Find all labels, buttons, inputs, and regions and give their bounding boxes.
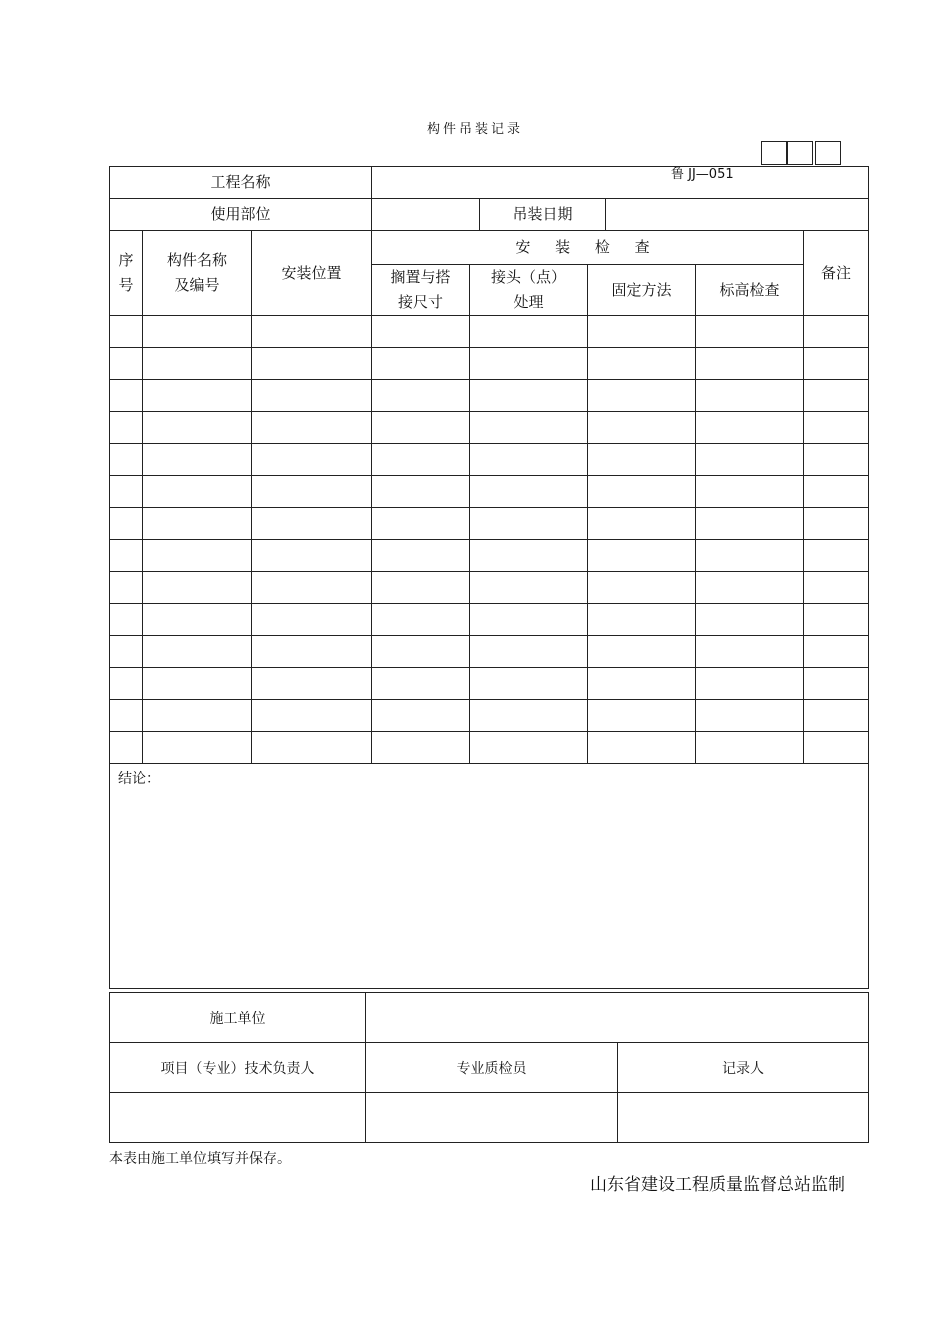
table-cell[interactable]	[470, 540, 588, 572]
col-support-line1: 搁置与搭	[390, 268, 451, 286]
project-name-label: 工程名称	[110, 167, 372, 199]
col-seq-line1: 序	[118, 251, 134, 269]
col-joint-line2: 处理	[513, 293, 544, 311]
issuer-text: 山东省建设工程质量监督总站监制	[590, 1175, 845, 1195]
construction-unit-label: 施工单位	[110, 993, 366, 1043]
table-cell[interactable]	[252, 348, 372, 380]
quality-inspector-label: 专业质检员	[366, 1043, 618, 1093]
table-cell[interactable]	[110, 444, 143, 476]
table-row	[110, 540, 869, 572]
table-cell[interactable]	[696, 412, 804, 444]
table-cell[interactable]	[470, 732, 588, 764]
table-cell[interactable]	[252, 412, 372, 444]
table-cell[interactable]	[110, 636, 143, 668]
usage-location-field[interactable]	[372, 199, 480, 231]
table-cell[interactable]	[143, 316, 252, 348]
quality-inspector-signature[interactable]	[366, 1093, 618, 1143]
table-cell[interactable]	[252, 700, 372, 732]
table-cell[interactable]	[110, 668, 143, 700]
table-cell[interactable]	[588, 540, 696, 572]
table-cell[interactable]	[804, 476, 869, 508]
table-row	[110, 732, 869, 764]
hoisting-date-field[interactable]	[606, 199, 869, 231]
table-cell[interactable]	[470, 380, 588, 412]
table-cell[interactable]	[804, 508, 869, 540]
table-cell[interactable]	[110, 476, 143, 508]
table-row	[110, 604, 869, 636]
table-cell[interactable]	[696, 572, 804, 604]
table-cell[interactable]	[143, 412, 252, 444]
table-cell[interactable]	[470, 316, 588, 348]
table-cell[interactable]	[696, 700, 804, 732]
table-cell[interactable]	[110, 572, 143, 604]
table-cell[interactable]	[696, 540, 804, 572]
conclusion-area[interactable]	[110, 764, 869, 989]
table-cell[interactable]	[470, 604, 588, 636]
conclusion-label: 结论：	[118, 771, 160, 787]
table-cell[interactable]	[372, 412, 470, 444]
table-cell[interactable]	[696, 348, 804, 380]
col-joint-line1: 接头（点）	[490, 268, 566, 286]
table-cell[interactable]	[696, 668, 804, 700]
table-cell[interactable]	[143, 540, 252, 572]
table-cell[interactable]	[252, 380, 372, 412]
table-cell[interactable]	[804, 700, 869, 732]
table-cell[interactable]	[470, 508, 588, 540]
table-cell[interactable]	[372, 380, 470, 412]
usage-location-label: 使用部位	[110, 199, 372, 231]
table-cell[interactable]	[143, 380, 252, 412]
table-cell[interactable]	[252, 604, 372, 636]
table-cell[interactable]	[110, 732, 143, 764]
table-cell[interactable]	[252, 540, 372, 572]
table-cell[interactable]	[143, 604, 252, 636]
table-row	[110, 412, 869, 444]
col-joint-header	[470, 265, 588, 316]
table-cell[interactable]	[252, 476, 372, 508]
table-cell[interactable]	[252, 444, 372, 476]
table-cell[interactable]	[804, 540, 869, 572]
table-cell[interactable]	[372, 604, 470, 636]
col-fixing-header: 固定方法	[588, 265, 696, 316]
col-elevation-header: 标高检查	[696, 265, 804, 316]
table-cell[interactable]	[252, 636, 372, 668]
table-cell[interactable]	[804, 604, 869, 636]
table-cell[interactable]	[372, 508, 470, 540]
table-cell[interactable]	[696, 476, 804, 508]
signature-table	[109, 992, 869, 1143]
table-cell[interactable]	[372, 540, 470, 572]
col-seq-header	[110, 231, 143, 316]
table-cell[interactable]	[372, 348, 470, 380]
table-cell[interactable]	[588, 604, 696, 636]
code-box-1[interactable]	[761, 141, 787, 165]
table-cell[interactable]	[588, 316, 696, 348]
table-row	[110, 572, 869, 604]
inspection-group-header: 安 装 检 查	[372, 231, 804, 265]
table-cell[interactable]	[372, 732, 470, 764]
hoisting-date-label: 吊装日期	[480, 199, 606, 231]
table-cell[interactable]	[588, 444, 696, 476]
table-cell[interactable]	[110, 316, 143, 348]
table-cell[interactable]	[470, 636, 588, 668]
table-cell[interactable]	[470, 348, 588, 380]
table-cell[interactable]	[110, 348, 143, 380]
col-install-position-header: 安装位置	[252, 231, 372, 316]
table-cell[interactable]	[143, 668, 252, 700]
table-cell[interactable]	[804, 412, 869, 444]
table-cell[interactable]	[696, 636, 804, 668]
table-cell[interactable]	[372, 700, 470, 732]
table-cell[interactable]	[588, 380, 696, 412]
table-cell[interactable]	[696, 732, 804, 764]
table-row	[110, 636, 869, 668]
table-cell[interactable]	[804, 636, 869, 668]
hoisting-record-table	[109, 166, 869, 989]
table-cell[interactable]	[588, 732, 696, 764]
code-box-3[interactable]	[815, 141, 841, 165]
table-row	[110, 380, 869, 412]
table-cell[interactable]	[470, 412, 588, 444]
table-cell[interactable]	[372, 572, 470, 604]
col-name-line1: 构件名称	[166, 251, 227, 269]
table-cell[interactable]	[252, 508, 372, 540]
table-cell[interactable]	[252, 572, 372, 604]
table-row	[110, 348, 869, 380]
table-cell[interactable]	[252, 316, 372, 348]
table-cell[interactable]	[372, 636, 470, 668]
table-cell[interactable]	[143, 636, 252, 668]
table-row	[110, 476, 869, 508]
table-cell[interactable]	[143, 572, 252, 604]
table-cell[interactable]	[804, 444, 869, 476]
col-name-header	[143, 231, 252, 316]
table-cell[interactable]	[804, 732, 869, 764]
form-title: 构件吊装记录	[426, 122, 523, 137]
table-cell[interactable]	[110, 540, 143, 572]
table-cell[interactable]	[470, 668, 588, 700]
table-cell[interactable]	[110, 508, 143, 540]
col-support-header	[372, 265, 470, 316]
code-box-2[interactable]	[787, 141, 813, 165]
table-cell[interactable]	[372, 668, 470, 700]
table-cell[interactable]	[143, 732, 252, 764]
table-row	[110, 444, 869, 476]
table-cell[interactable]	[804, 380, 869, 412]
table-cell[interactable]	[110, 604, 143, 636]
table-cell[interactable]	[588, 508, 696, 540]
table-cell[interactable]	[804, 348, 869, 380]
table-cell[interactable]	[696, 444, 804, 476]
col-seq-line2: 号	[118, 276, 134, 294]
table-cell[interactable]	[696, 604, 804, 636]
table-cell[interactable]	[470, 444, 588, 476]
table-row	[110, 700, 869, 732]
table-cell[interactable]	[588, 572, 696, 604]
table-cell[interactable]	[143, 444, 252, 476]
table-cell[interactable]	[470, 572, 588, 604]
table-cell[interactable]	[110, 700, 143, 732]
table-cell[interactable]	[588, 668, 696, 700]
recorder-signature[interactable]	[618, 1093, 869, 1143]
project-name-field[interactable]	[372, 167, 869, 199]
col-support-line2: 接尺寸	[397, 293, 443, 311]
form-code: 鲁 JJ—051	[671, 167, 734, 182]
table-cell[interactable]	[252, 668, 372, 700]
table-cell[interactable]	[372, 444, 470, 476]
table-cell[interactable]	[588, 348, 696, 380]
construction-unit-field[interactable]	[366, 993, 869, 1043]
table-cell[interactable]	[588, 636, 696, 668]
table-cell[interactable]	[252, 732, 372, 764]
table-cell[interactable]	[143, 508, 252, 540]
table-row	[110, 508, 869, 540]
table-cell[interactable]	[588, 700, 696, 732]
table-cell[interactable]	[696, 508, 804, 540]
recorder-label: 记录人	[618, 1043, 869, 1093]
form-note: 本表由施工单位填写并保存。	[109, 1151, 291, 1167]
table-cell[interactable]	[696, 380, 804, 412]
table-cell[interactable]	[804, 572, 869, 604]
table-cell[interactable]	[372, 316, 470, 348]
table-cell[interactable]	[110, 412, 143, 444]
data-rows	[110, 316, 869, 764]
table-cell[interactable]	[470, 700, 588, 732]
table-row	[110, 316, 869, 348]
col-remarks-header: 备注	[804, 231, 869, 316]
table-cell[interactable]	[804, 668, 869, 700]
table-row	[110, 668, 869, 700]
table-cell[interactable]	[696, 316, 804, 348]
table-cell[interactable]	[110, 380, 143, 412]
table-cell[interactable]	[470, 476, 588, 508]
table-cell[interactable]	[143, 476, 252, 508]
col-name-line2: 及编号	[174, 276, 220, 294]
table-cell[interactable]	[372, 476, 470, 508]
table-cell[interactable]	[143, 348, 252, 380]
table-cell[interactable]	[588, 412, 696, 444]
table-cell[interactable]	[588, 476, 696, 508]
tech-lead-label: 项目（专业）技术负责人	[110, 1043, 366, 1093]
table-cell[interactable]	[143, 700, 252, 732]
tech-lead-signature[interactable]	[110, 1093, 366, 1143]
table-cell[interactable]	[804, 316, 869, 348]
